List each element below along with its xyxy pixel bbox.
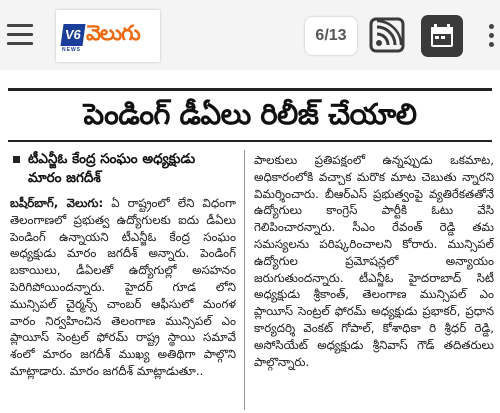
rss-feed-icon[interactable] (368, 16, 406, 54)
logo-v6-mark: V6 (60, 24, 85, 46)
logo-news-text: NEWS (62, 47, 81, 53)
article-subhead (28, 150, 236, 188)
article-page (0, 70, 500, 413)
kebab-menu-icon[interactable] (487, 24, 495, 50)
bullet-square-icon (13, 156, 20, 163)
top-app-bar (0, 0, 500, 70)
article-right-body: పాలకులు ప్రతిపక్షంలో ఉన్నప్పుడు ఒకమాట, అధికారంలోకి వచ్చాక మరొక మాట చెబుతు న్నారని విమర్శించారు. బీఆర్ఎస్ ప్రభుత్వంపై వ్యతిరేకతతోనే ఉద్యోగులు కాంగ్రెస్ పార్టీకి ఓటు వేసి గెలిపించారన్నారు. సీఎం రేవంత్ రెడ్డి తమ సమస్యలను పరిష్కరించాలని కోరారు. మున్సిపల్ ఉద్యోగుల ప్రమోషన్లలో అన్యాయం జరుగుతుందన్నారు. టీఎన్జీఓ హైదరాబాద్ సిటీ అధ్యక్షుడు శ్రీకాంత్, తెలంగాణ మున్సిపల్ ఎం ప్లాయీస్ సెంట్రల్ ఫోరమ్ అధ్యక్షుడు ప్రభాకర్, ప్రధాన కార్యదర్శి వెంకట్ గోపాల్, కోశాధికా రి శ్రీధర్ రెడ్డి, అసోసియేట్ అధ్యక్షుడు శ్రీనివాస్ గౌడ్ తదితరులు పాల్గొన్నారు. (254, 153, 494, 369)
subhead-line-1: టీఎన్జీఓ కేంద్ర సంఘం అధ్యక్షుడు (28, 151, 196, 167)
headline-top-rule (8, 88, 492, 91)
article-dateline: బషీర్‌బాగ్, వెలుగు: (10, 196, 104, 210)
article-column-left (10, 195, 236, 407)
article-headline: పెండింగ్ డీఏలు రిలీజ్ చేయాలి (83, 97, 417, 131)
logo-velugu-text: వెలుగు (86, 21, 140, 45)
subhead-line-2: మారం జగదీశ్ (28, 170, 101, 186)
v6-velugu-logo[interactable] (56, 10, 160, 62)
article-left-body: ఏ రాష్ట్రంలో లేని విధంగా తెలంగాణలో ప్రభుత్వ ఉద్యోగులకు ఐదు డీఏలు పెండింగ్ ఉన్నాయని టీఎన్జీఓ కేంద్ర సంఘం అధ్యక్షుడు మారం జగదీశ్ అన్నారు. పెండింగ్ బకాయిలు, డీఏలతో ఉద్యోగుల్లో అసహనం పెరిగిపోయిందన్నారు. హైదర్ గూడ లోని మున్సిపల్ చైర్మన్స్ చాంబర్ ఆఫీసులో మంగళ వారం నిర్వహించిన తెలంగాణ మున్సిపల్ ఎం ప్లాయీస్ సెంట్రల్ ఫోరమ్ రాష్ట్ర స్థాయి సమావే శంలో మారం జగదీశ్ ముఖ్య అతిథిగా పాల్గొని మాట్లాడారు. మారం జగదీశ్ మాట్లాడుతూ.. (10, 196, 236, 378)
hamburger-menu-icon[interactable] (7, 24, 33, 46)
article-column-right (254, 152, 494, 407)
column-divider (244, 150, 245, 410)
headline-bottom-rule (8, 140, 492, 142)
calendar-icon (421, 15, 463, 57)
page-counter[interactable]: 6/13 (305, 17, 357, 55)
calendar-button[interactable] (421, 15, 463, 57)
